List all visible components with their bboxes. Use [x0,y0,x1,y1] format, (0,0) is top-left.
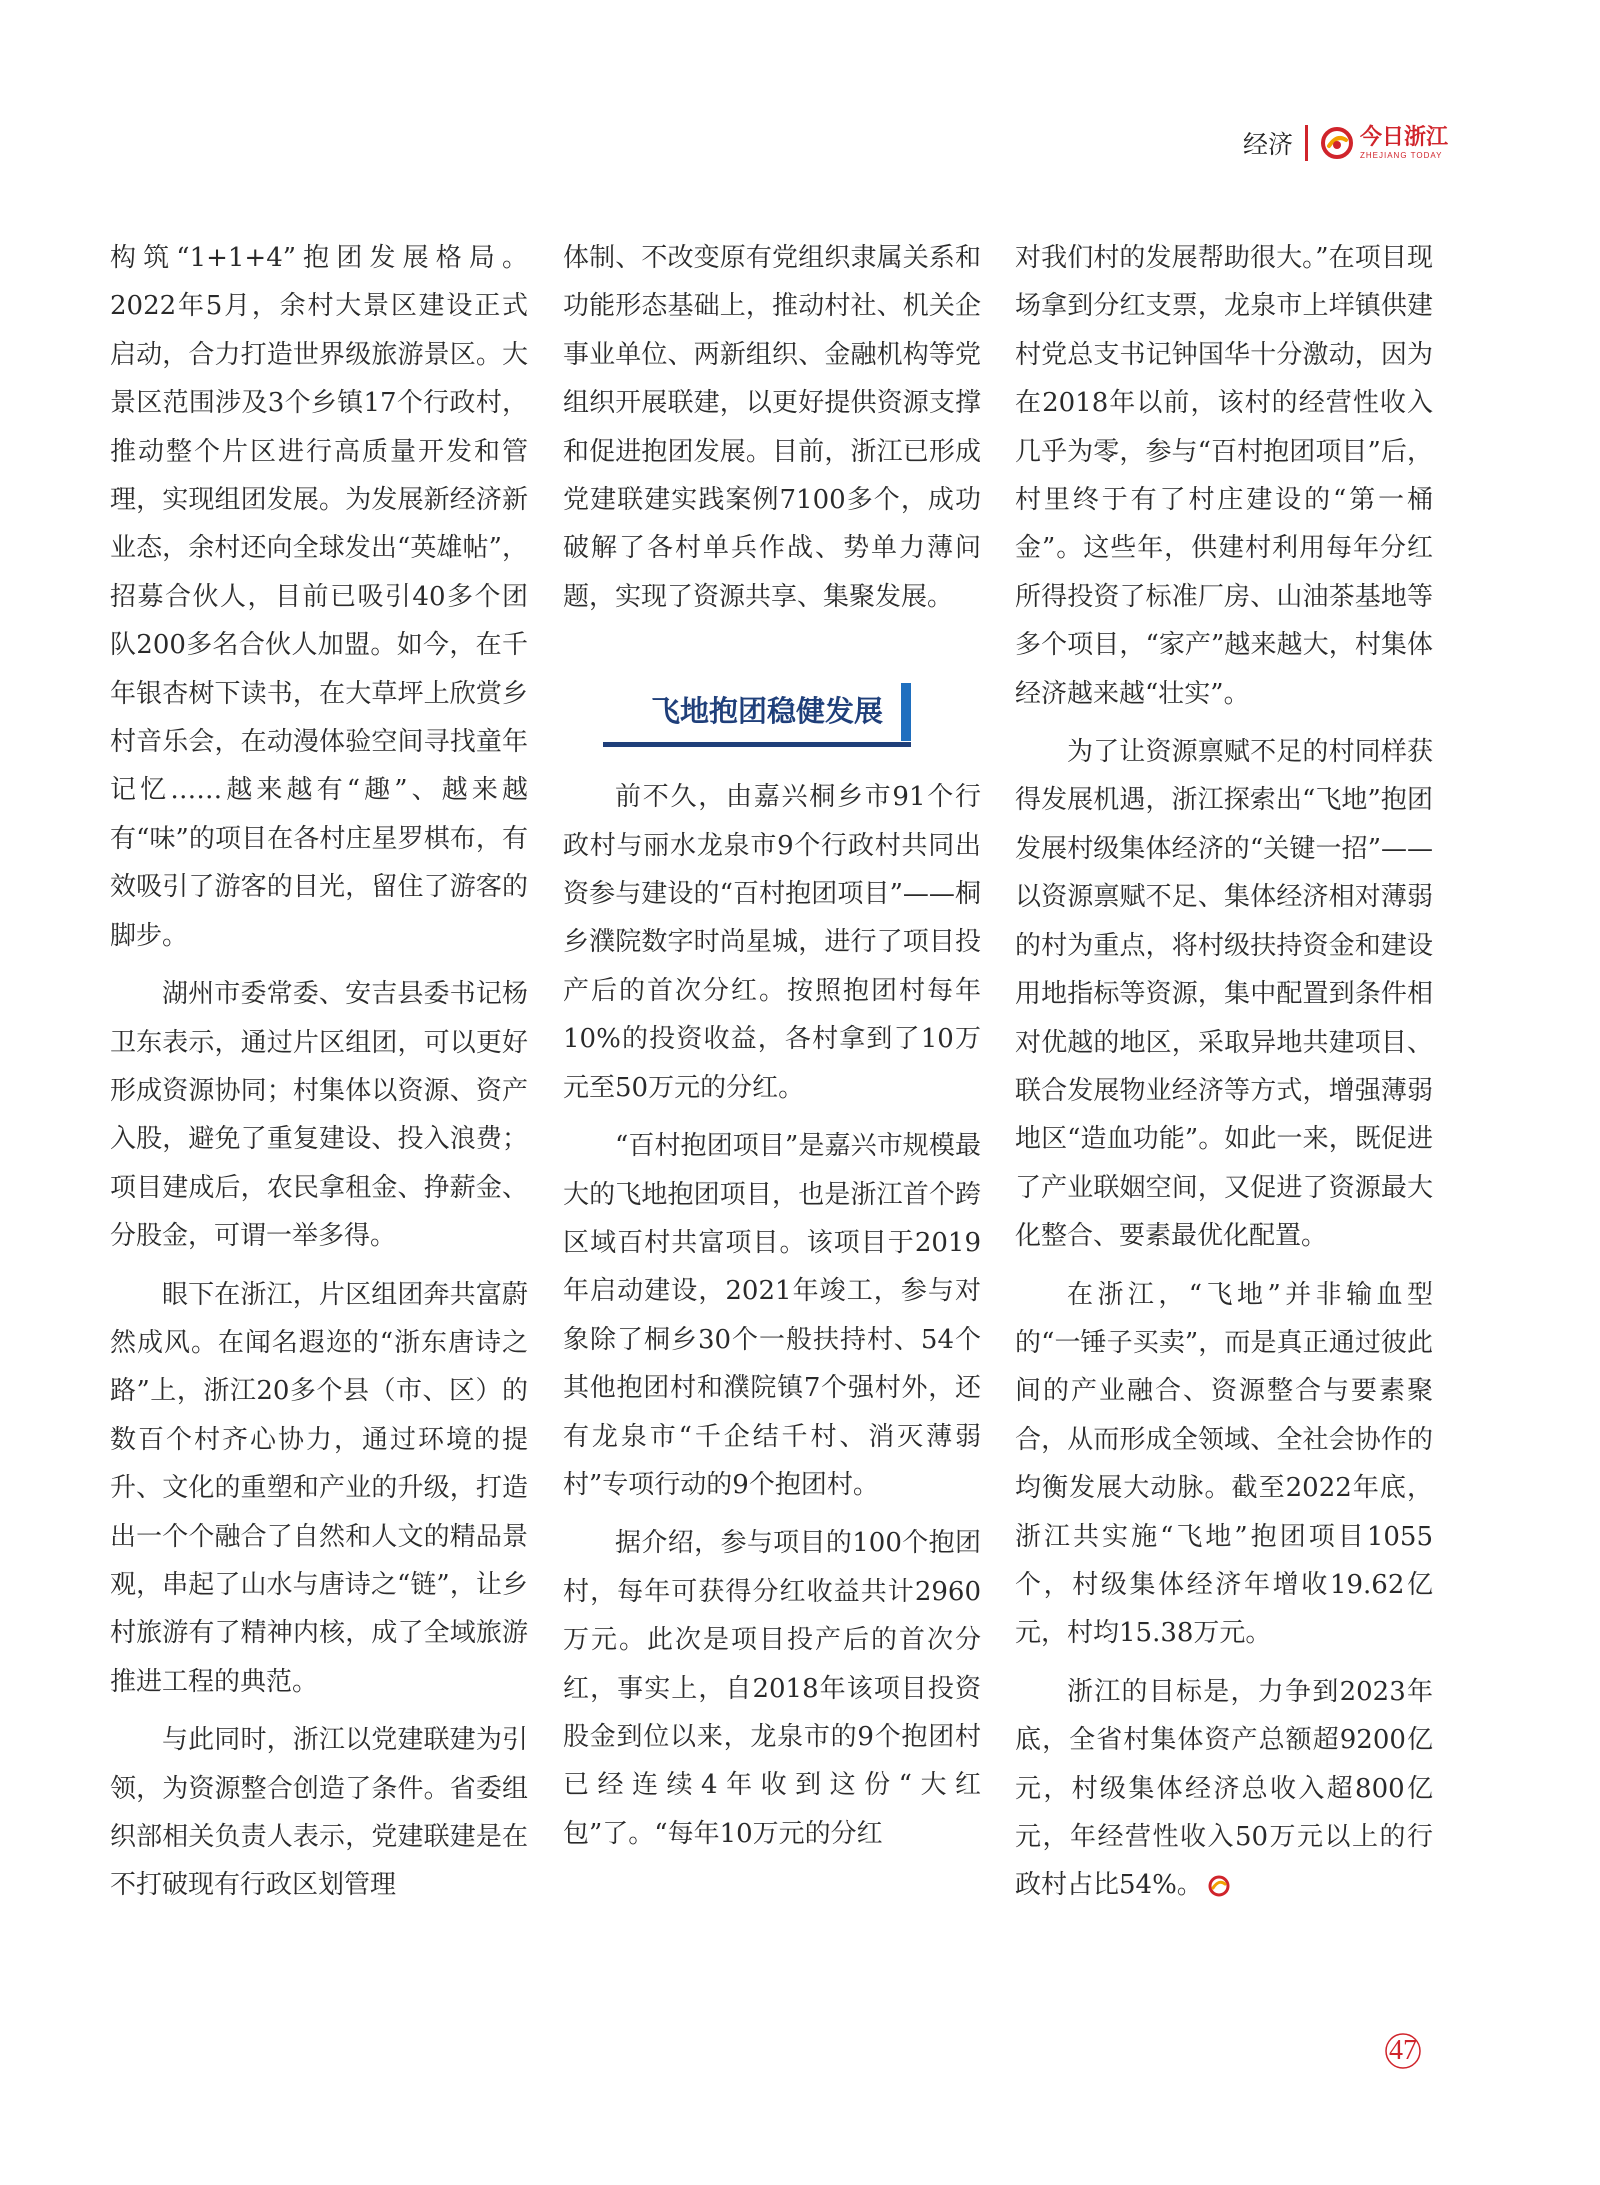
brand-name-cn: 今日浙江 [1359,124,1448,150]
brand-logo-icon [1320,126,1354,160]
paragraph-text: 浙江的目标是，力争到2023年底，全省村集体资产总额超9200亿元，村级集体经济总收入超800亿元，年经营性收入50万元以上的行政村占比54%。 [1015,1676,1433,1901]
paragraph: 为了让资源禀赋不足的村同样获得发展机遇，浙江探索出“飞地”抱团发展村级集体经济的“关键一招”——以资源禀赋不足、集体经济相对薄弱的村为重点，将村级扶持资金和建设用地指标等资源，集中配置到条件相对优越的地区，采取异地共建项目、联合发展物业经济等方式，增强薄弱地区“造血功能”。如此一来，既促进了产业联姻空间，又促进了资源最大化整合、要素最优化配置。 [1015,737,1433,1252]
paragraph: 构筑“1+1+4”抱团发展格局。2022年5月，余村大景区建设正式启动，合力打造世界级旅游景区。大景区范围涉及3个乡镇17个行政村，推动整个片区进行高质量开发和管理，实现组团发展。为发展新经济新业态，余村还向全球发出“英雄帖”，招募合伙人，目前已吸引40多个团队200多名合伙人加盟。如今，在千年银杏树下读书，在大草坪上欣赏乡村音乐会，在动漫体验空间寻找童年记忆……越来越有“趣”、越来越有“味”的项目在各村庄星罗棋布，有效吸引了游客的目光，留住了游客的脚步。 [110,243,528,951]
paragraph: 前不久，由嘉兴桐乡市91个行政村与丽水龙泉市9个行政村共同出资参与建设的“百村抱团项目”——桐乡濮院数字时尚星城，进行了项目投产后的首次分红。按照抱团村每年10%的投资收益，各村拿到了10万元至50万元的分红。 [563,782,981,1103]
header-divider [1305,125,1308,161]
end-mark-icon [1207,1874,1231,1898]
paragraph: 眼下在浙江，片区组团奔共富蔚然成风。在闻名遐迩的“浙东唐诗之路”上，浙江20多个县（市、区）的数百个村齐心协力，通过环境的提升、文化的重塑和产业的升级，打造出一个个融合了自然和人文的精品景观，串起了山水与唐诗之“链”，让乡村旅游有了精神内核，成了全域旅游推进工程的典范。 [110,1279,528,1697]
page-number [1384,2032,1422,2070]
brand-name-en: ZHEJIANG TODAY [1359,150,1443,160]
paragraph: “百村抱团项目”是嘉兴市规模最大的飞地抱团项目，也是浙江首个跨区域百村共富项目。该项目于2019年启动建设，2021年竣工，参与对象除了桐乡30个一般扶持村、54个其他抱团村和濮院镇7个强村外，还有龙泉市“千企结千村、消灭薄弱村”专项行动的9个抱团村。 [563,1131,981,1500]
section-label: 经济 [1242,130,1293,159]
paragraph: 对我们村的发展帮助很大。”在项目现场拿到分红支票，龙泉市上垟镇供建村党总支书记钟国华十分激动，因为在2018年以前，该村的经营性收入几乎为零，参与“百村抱团项目”后，村里终于有了村庄建设的“第一桶金”。这些年，供建村利用每年分红所得投资了标准厂房、山油茶基地等多个项目，“家产”越来越大，村集体经济越来越“壮实”。 [1015,243,1433,709]
paragraph: 体制、不改变原有党组织隶属关系和功能形态基础上，推动村社、机关企事业单位、两新组织、金融机构等党组织开展联建，以更好提供资源支撑和促进抱团发展。目前，浙江已形成党建联建实践案例7100多个，成功破解了各村单兵作战、势单力薄问题，实现了资源共享、集聚发展。 [563,243,981,612]
paragraph-last [1015,1668,1433,1910]
paragraph: 在浙江，“飞地”并非输血型的“一锤子买卖”，而是真正通过彼此间的产业融合、资源整合与要素聚合，从而形成全领域、全社会协作的均衡发展大动脉。截至2022年底，浙江共实施“飞地”抱团项目1055个，村级集体经济年增收19.62亿元，村均15.38万元。 [1015,1279,1433,1649]
subheading: 飞地抱团稳健发展 [633,683,911,741]
page-number-value: 47 [1389,2035,1417,2066]
article-column-1 [110,234,528,1920]
article-column-2 [563,234,981,1868]
page-header [1243,118,1448,168]
paragraph: 湖州市委常委、安吉县委书记杨卫东表示，通过片区组团，可以更好形成资源协同；村集体以资源、资产入股，避免了重复建设、投入浪费；项目建成后，农民拿租金、挣薪金、分股金，可谓一举多得。 [110,979,528,1252]
paragraph: 据介绍，参与项目的100个抱团村，每年可获得分红收益共计2960万元。此次是项目投产后的首次分红，事实上，自2018年该项目投资股金到位以来，龙泉市的9个抱团村已经连续4年收到这份“大红包”了。“每年10万元的分红 [563,1528,981,1849]
subheading-block [563,683,981,741]
article-column-3 [1015,234,1433,1920]
magazine-brand [1320,126,1448,160]
paragraph: 与此同时，浙江以党建联建为引领，为资源整合创造了条件。省委组织部相关负责人表示，党建联建是在不打破现有行政区划管理 [110,1725,528,1901]
